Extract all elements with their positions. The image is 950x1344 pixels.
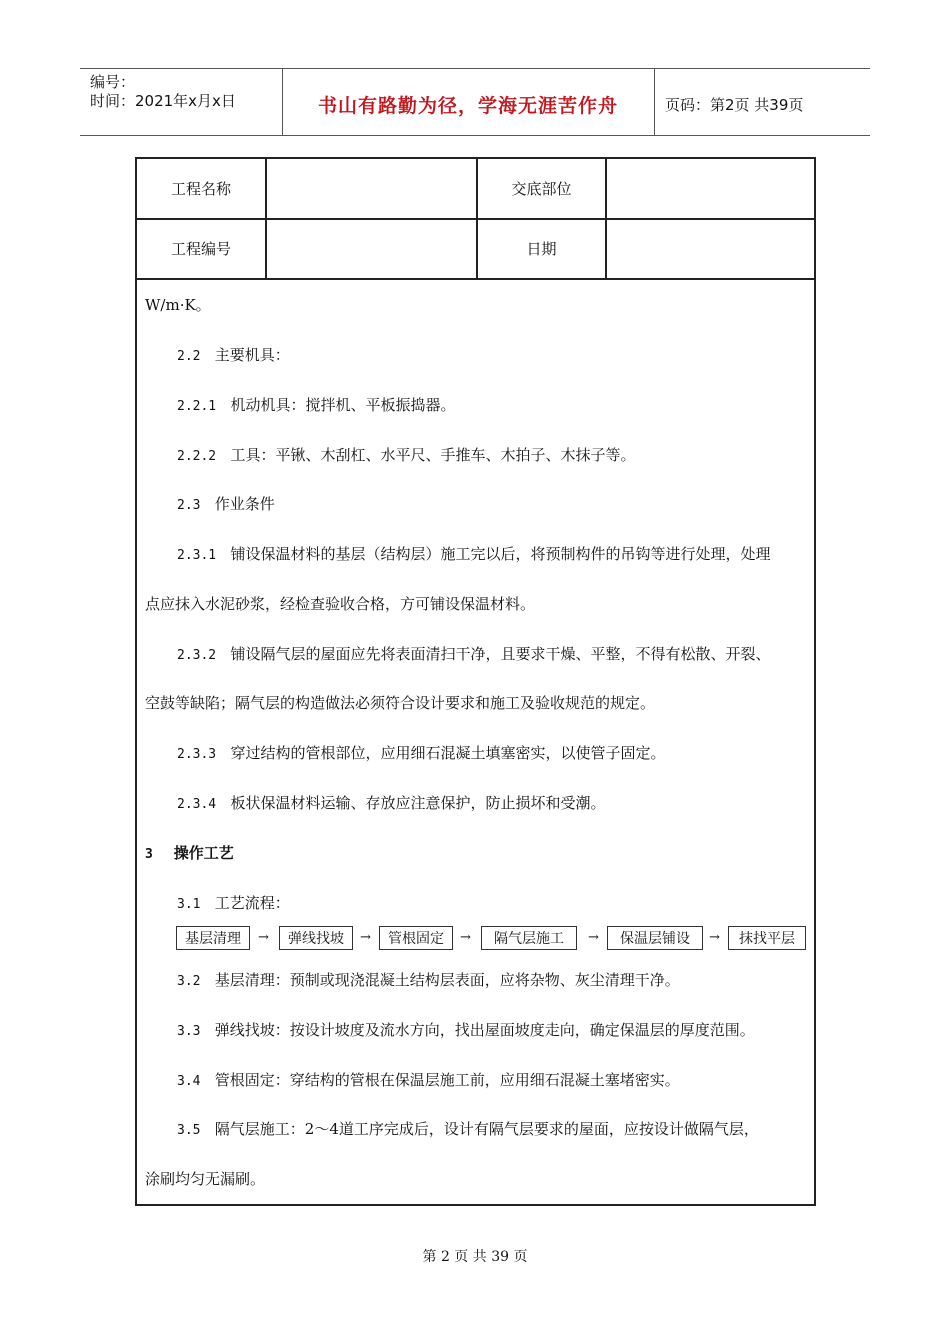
section-text: 板状保温材料运输、存放应注意保护，防止损坏和受潮。 xyxy=(230,794,606,812)
flow-step: 隔气层施工 xyxy=(481,926,577,950)
section-3-heading xyxy=(145,842,234,863)
page-footer: 第 2 页 共 39 页 xyxy=(422,1249,528,1265)
section-text: 工具：平锹、木刮杠、水平尺、手推车、木拍子、木抹子等。 xyxy=(230,446,636,464)
text-line: W/m·K。 xyxy=(145,296,211,314)
section-text: 机动机具：搅拌机、平板振捣器。 xyxy=(230,396,456,414)
section-3-1 xyxy=(177,892,290,913)
section-number: 2.3 xyxy=(177,498,201,513)
section-number: 2.2.2 xyxy=(177,449,217,464)
flow-arrow: → xyxy=(709,930,720,945)
section-2-3 xyxy=(177,493,275,514)
section-number: 2.3.1 xyxy=(177,548,217,563)
text-line: 点应抹入水泥砂浆，经检查验收合格，方可铺设保温材料。 xyxy=(145,595,536,613)
section-2-2-2 xyxy=(177,444,635,465)
document-header xyxy=(80,68,870,136)
section-number: 2.3.2 xyxy=(177,648,217,663)
section-text: 铺设保温材料的基层（结构层）施工完以后，将预制构件的吊钩等进行处理，处理 xyxy=(230,545,771,563)
flow-step: 保温层铺设 xyxy=(607,926,703,950)
flow-step: 基层清理 xyxy=(176,926,250,950)
header-motto: 书山有路勤为径，学海无涯苦作舟 xyxy=(317,95,618,117)
section-3-2 xyxy=(177,969,680,990)
section-number: 2.2.1 xyxy=(177,399,217,414)
flow-step: 管根固定 xyxy=(379,926,453,950)
flow-step: 抹找平层 xyxy=(728,926,806,950)
section-text: 基层清理：预制或现浇混凝土结构层表面，应将杂物、灰尘清理干净。 xyxy=(214,971,680,989)
flow-arrow: → xyxy=(588,930,599,945)
text-line: 空鼓等缺陷；隔气层的构造做法必须符合设计要求和施工及验收规范的规定。 xyxy=(145,694,656,712)
section-text: 管根固定：穿结构的管根在保温层施工前，应用细石混凝土塞堵密实。 xyxy=(214,1071,680,1089)
section-text: 主要机具： xyxy=(214,346,290,364)
section-number: 2.3.4 xyxy=(177,797,217,812)
date-value[interactable] xyxy=(607,219,814,279)
header-meta xyxy=(90,73,236,111)
section-2-3-3 xyxy=(177,742,665,763)
section-text: 工艺流程： xyxy=(214,894,290,912)
section-number: 3.3 xyxy=(177,1024,201,1039)
section-number: 3.2 xyxy=(177,974,201,989)
section-number: 3.5 xyxy=(177,1123,201,1138)
handover-part-value[interactable] xyxy=(607,159,814,219)
flow-arrow: → xyxy=(460,930,471,945)
flow-arrow: → xyxy=(258,930,269,945)
project-name-label: 工程名称 xyxy=(170,180,231,198)
code-label: 编号： xyxy=(90,73,136,91)
project-name-value[interactable] xyxy=(267,159,476,219)
section-text: 隔气层施工：2～4道工序完成后，设计有隔气层要求的屋面，应按设计做隔气层， xyxy=(214,1120,759,1138)
handover-part-label: 交底部位 xyxy=(511,180,572,198)
section-3-4 xyxy=(177,1069,680,1090)
process-flow xyxy=(176,926,816,952)
section-2-3-2 xyxy=(177,643,770,664)
project-number-label: 工程编号 xyxy=(170,240,231,258)
section-number: 2.2 xyxy=(177,349,201,364)
flow-step: 弹线找坡 xyxy=(279,926,353,950)
section-number: 3.4 xyxy=(177,1074,201,1089)
section-3-5 xyxy=(177,1118,759,1139)
flow-arrow: → xyxy=(360,930,371,945)
section-2-3-1 xyxy=(177,543,770,564)
section-2-2-1 xyxy=(177,394,455,415)
header-divider xyxy=(654,69,655,135)
section-number: 3 xyxy=(145,847,153,862)
time-label: 时间：2021年x月x日 xyxy=(90,92,236,110)
project-number-value[interactable] xyxy=(267,219,476,279)
section-text: 作业条件 xyxy=(214,495,275,513)
section-2-3-4 xyxy=(177,792,605,813)
section-3-3 xyxy=(177,1019,755,1040)
section-2-2 xyxy=(177,344,290,365)
handover-form xyxy=(135,157,816,1206)
date-label: 日期 xyxy=(526,240,557,258)
text-line: 涂刷均匀无漏刷。 xyxy=(145,1170,266,1188)
header-page-label: 页码：第2页 共39页 xyxy=(665,96,804,114)
section-number: 3.1 xyxy=(177,897,201,912)
section-text: 穿过结构的管根部位，应用细石混凝土填塞密实，以使管子固定。 xyxy=(230,744,666,762)
section-text: 操作工艺 xyxy=(173,844,234,862)
section-number: 2.3.3 xyxy=(177,747,217,762)
section-text: 铺设隔气层的屋面应先将表面清扫干净，且要求干燥、平整，不得有松散、开裂、 xyxy=(230,645,771,663)
section-text: 弹线找坡：按设计坡度及流水方向，找出屋面坡度走向，确定保温层的厚度范围。 xyxy=(214,1021,755,1039)
